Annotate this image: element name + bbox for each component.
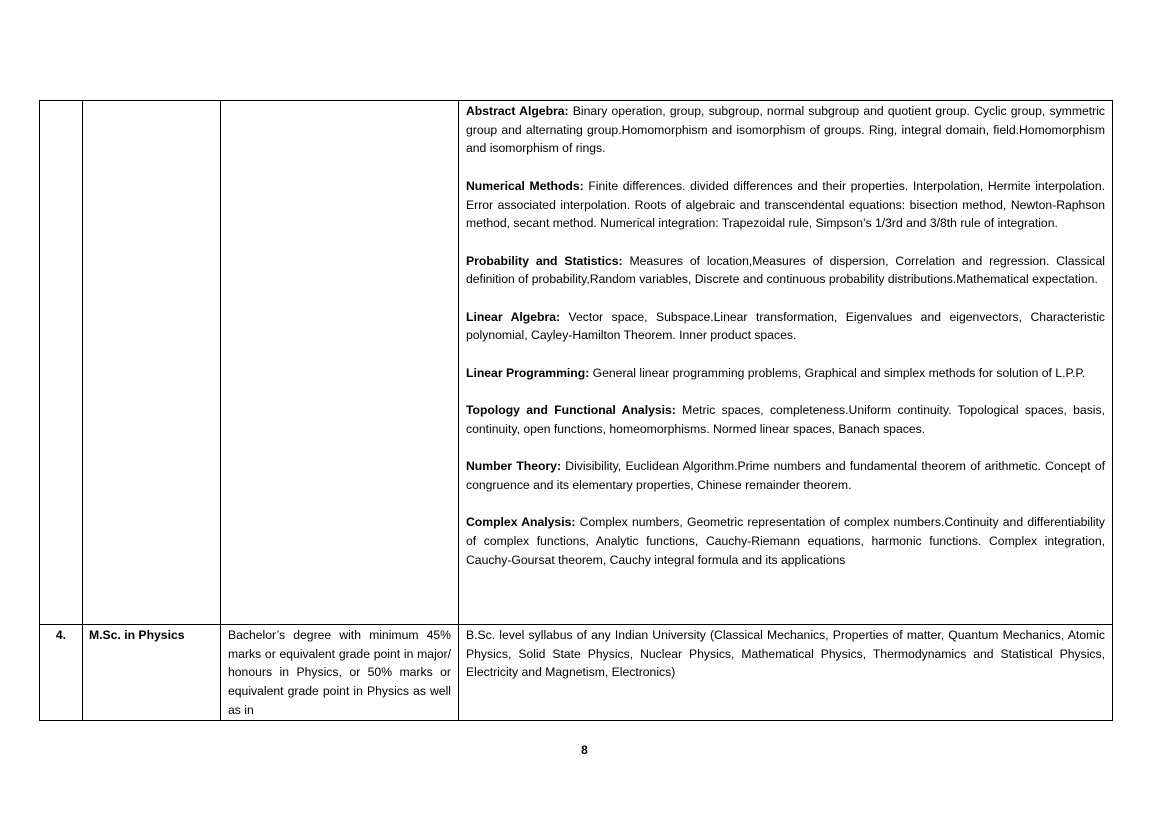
topic-heading: Complex Analysis: (466, 515, 576, 530)
topic-heading: Topology and Functional Analysis: (466, 403, 676, 418)
table-row (40, 101, 1113, 625)
table-row (40, 625, 1113, 721)
syllabus-table (39, 100, 1113, 721)
row-number-cell: 4. (40, 625, 83, 721)
page-number: 8 (581, 743, 588, 757)
topic-probability-statistics (466, 252, 1105, 289)
topic-linear-programming (466, 364, 1105, 383)
row-number-cell (40, 101, 83, 625)
programme-cell (83, 101, 221, 625)
topic-text: Metric spaces, completeness.Uniform continuity. Topological spaces, basis, continuity, open functions, homeomorphisms. Normed linear spaces, Banach spaces. (466, 403, 1105, 436)
topic-number-theory (466, 457, 1105, 494)
topic-text: Finite differences. divided differences and their properties. Interpolation, Hermite interpolation. Error associated interpolation. Roots of algebraic and transcendental equations: bisection method, Newton-Raphson method, secant method. Numerical integration: Trapezoidal rule, Simpson’s 1/3rd and 3/8th rule of integration. (466, 178, 1105, 231)
topic-heading: Linear Programming: (466, 365, 590, 380)
topic-text: Vector space, Subspace.Linear transformation, Eigenvalues and eigenvectors, Characteristic polynomial, Cayley-Hamilton Theorem. Inner product spaces. (466, 309, 1105, 343)
topic-text: Divisibility, Euclidean Algorithm.Prime numbers and fundamental theorem of arithmetic. Concept of congruence and its elementary properties, Chinese remainder theorem. (466, 459, 1105, 492)
topic-numerical-methods (466, 177, 1105, 233)
eligibility-cell: Bachelor’s degree with minimum 45% marks or equivalent grade point in major/ honours in Physics, or 50% marks or equivalent grade point in Physics as well as in (221, 625, 459, 721)
topic-text: Binary operation, group, subgroup, normal subgroup and quotient group. Cyclic group, symmetric group and alternating group.Homomorphism and isomorphism of groups. Ring, integral domain, field.Homomorphism and isomorphism of rings. (466, 104, 1105, 156)
topic-heading: Linear Algebra: (466, 309, 561, 324)
eligibility-cell (221, 101, 459, 625)
topic-text: Complex numbers, Geometric representation of complex numbers.Continuity and differentiability of complex functions, Analytic functions, Cauchy-Riemann equations, harmonic functions. Complex integration, Cauchy-Goursat theorem, Cauchy integral formula and its applications (466, 515, 1106, 567)
topic-complex-analysis (466, 513, 1105, 569)
topic-text: General linear programming problems, Graphical and simplex methods for solution of L.P.P. (589, 365, 1086, 380)
topic-heading: Probability and Statistics: (466, 253, 623, 268)
syllabus-cell: B.Sc. level syllabus of any Indian University (Classical Mechanics, Properties of matter, Quantum Mechanics, Atomic Physics, Solid State Physics, Nuclear Physics, Mathematical Physics, Thermodynamics and Statistical Physics, Electricity and Magnetism, Electronics) (459, 625, 1113, 721)
topic-text: Measures of location,Measures of dispersion, Correlation and regression. Classical definition of probability,Random variables, Discrete and continuous probability distributions.Mathematical expectation. (466, 253, 1105, 287)
topic-heading: Number Theory: (466, 459, 562, 474)
topic-topology-functional-analysis (466, 401, 1105, 438)
programme-cell: M.Sc. in Physics (83, 625, 221, 721)
topic-heading: Abstract Algebra: (466, 104, 569, 118)
syllabus-cell (459, 101, 1113, 625)
topic-linear-algebra (466, 308, 1105, 345)
topic-heading: Numerical Methods: (466, 178, 584, 193)
topic-abstract-algebra (466, 102, 1105, 158)
